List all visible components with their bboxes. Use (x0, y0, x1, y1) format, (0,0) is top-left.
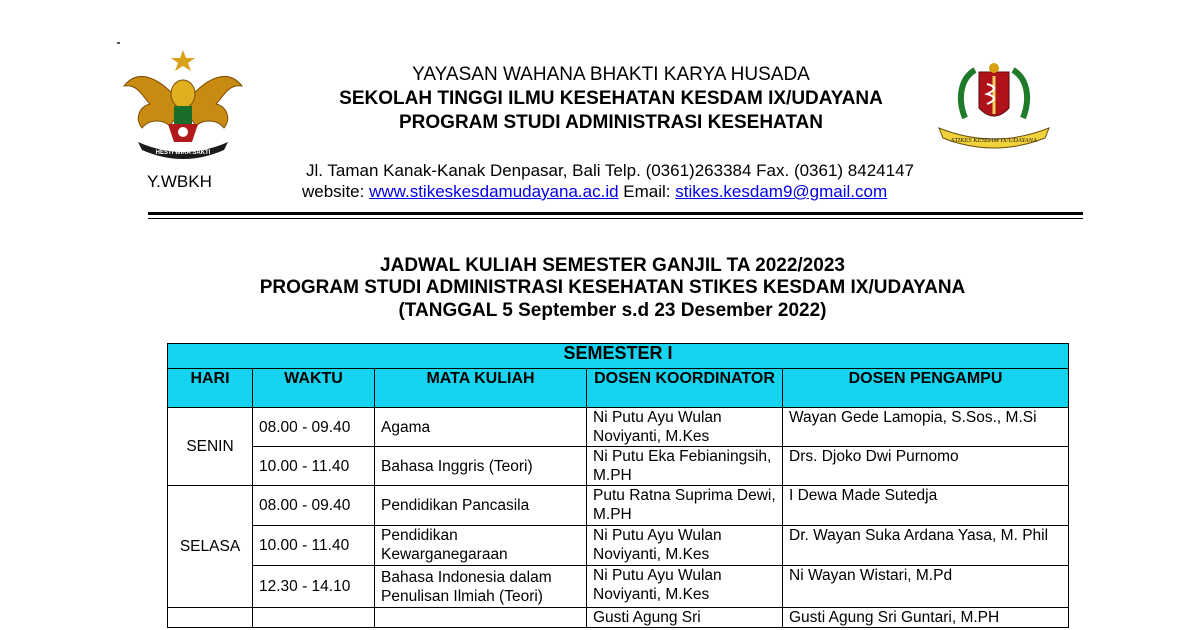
right-logo-ribbon: STIKES KESDAM IX/UDAYANA (951, 137, 1037, 144)
day-cell (168, 608, 253, 628)
time-cell: 10.00 - 11.40 (253, 447, 375, 486)
course-cell (375, 608, 587, 628)
address-line: Jl. Taman Kanak-Kanak Denpasar, Bali Telp. (0361)263384 Fax. (0361) 8424147 (306, 161, 914, 180)
column-header-lecturer: DOSEN PENGAMPU (783, 369, 1069, 408)
course-cell: Pendidikan Pancasila (375, 486, 587, 526)
college-emblem-logo (935, 58, 1053, 154)
schedule-date-range: (TANGGAL 5 September s.d 23 Desember 2022) (398, 300, 827, 321)
column-header-time: WAKTU (253, 369, 375, 408)
website-label: website: (302, 182, 370, 201)
time-cell (253, 608, 375, 628)
lecturer-cell: Wayan Gede Lamopia, S.Sos., M.Si (783, 408, 1069, 447)
time-cell: 08.00 - 09.40 (253, 486, 375, 526)
foundation-abbreviation: Y.WBKH (147, 172, 212, 191)
time-cell: 12.30 - 14.10 (253, 566, 375, 608)
course-cell: Bahasa Indonesia dalam Penulisan Ilmiah (Teori) (375, 566, 587, 608)
column-header-day: HARI (168, 369, 253, 408)
column-header-row (168, 369, 1069, 408)
lecturer-cell: I Dewa Made Sutedja (783, 486, 1069, 526)
coordinator-cell: Gusti Agung Sri (587, 608, 783, 628)
day-cell-selasa: SELASA (168, 486, 253, 608)
foundation-name: YAYASAN WAHANA BHAKTI KARYA HUSADA (412, 64, 810, 85)
time-cell: 08.00 - 09.40 (253, 408, 375, 447)
table-row (168, 526, 1069, 566)
semester-header-row (168, 344, 1069, 369)
course-cell: Pendidikan Kewarganegaraan (375, 526, 587, 566)
website-link[interactable]: www.stikeskesdamudayana.ac.id (369, 182, 619, 201)
header-rule-thick (148, 212, 1083, 215)
email-label: Email: (618, 182, 676, 201)
course-cell: Bahasa Inggris (Teori) (375, 447, 587, 486)
header-rule-thin (148, 218, 1083, 219)
table-row (168, 486, 1069, 526)
coordinator-cell: Ni Putu Ayu Wulan Noviyanti, M.Kes (587, 526, 783, 566)
table-row (168, 566, 1069, 608)
coordinator-cell: Ni Putu Ayu Wulan Noviyanti, M.Kes (587, 408, 783, 447)
left-logo-ribbon: HESTI WIRA SAKTI (155, 150, 211, 156)
time-cell: 10.00 - 11.40 (253, 526, 375, 566)
table-row (168, 447, 1069, 486)
contact-line (302, 182, 962, 202)
lecturer-cell: Ni Wayan Wistari, M.Pd (783, 566, 1069, 608)
column-header-coordinator: DOSEN KOORDINATOR (587, 369, 783, 408)
coordinator-cell: Ni Putu Eka Febianingsih, M.PH (587, 447, 783, 486)
schedule-table (167, 343, 1069, 628)
semester-label: SEMESTER I (168, 344, 1069, 369)
coordinator-cell: Putu Ratna Suprima Dewi, M.PH (587, 486, 783, 526)
table-row (168, 408, 1069, 447)
column-header-course: MATA KULIAH (375, 369, 587, 408)
day-cell-senin: SENIN (168, 408, 253, 486)
coordinator-cell: Ni Putu Ayu Wulan Noviyanti, M.Kes (587, 566, 783, 608)
page-mark (117, 42, 120, 44)
foundation-eagle-logo (120, 46, 246, 164)
college-name: SEKOLAH TINGGI ILMU KESEHATAN KESDAM IX/UDAYANA (339, 88, 883, 109)
lecturer-cell: Dr. Wayan Suka Ardana Yasa, M. Phil (783, 526, 1069, 566)
program-name: PROGRAM STUDI ADMINISTRASI KESEHATAN (399, 112, 823, 133)
lecturer-cell: Gusti Agung Sri Guntari, M.PH (783, 608, 1069, 628)
schedule-subtitle: PROGRAM STUDI ADMINISTRASI KESEHATAN STIKES KESDAM IX/UDAYANA (259, 277, 966, 298)
lecturer-cell: Drs. Djoko Dwi Purnomo (783, 447, 1069, 486)
course-cell: Agama (375, 408, 587, 447)
schedule-title: JADWAL KULIAH SEMESTER GANJIL TA 2022/2023 (380, 255, 845, 276)
email-link[interactable]: stikes.kesdam9@gmail.com (675, 182, 888, 201)
table-row (168, 608, 1069, 628)
